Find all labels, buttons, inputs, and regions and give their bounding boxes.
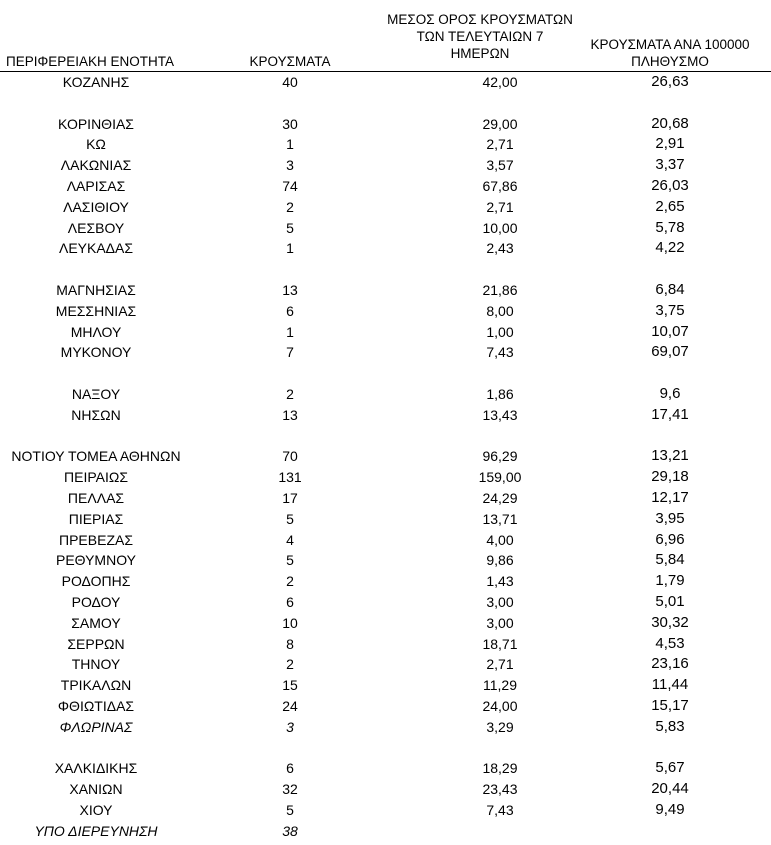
cell-per100k: 9,6 bbox=[659, 384, 681, 402]
table-row bbox=[0, 322, 771, 343]
cell-avg: 10,00 bbox=[482, 219, 518, 236]
cell-per100k: 9,49 bbox=[655, 800, 685, 818]
column-header-region-label: ΠΕΡΙΦΕΡΕΙΑΚΗ ΕΝΟΤΗΤΑ bbox=[6, 54, 175, 69]
cell-region: ΚΟΡΙΝΘΙΑΣ bbox=[58, 115, 134, 132]
cell-avg: 24,00 bbox=[482, 697, 518, 714]
table-row bbox=[0, 238, 771, 259]
cell-region: ΝΑΞΟΥ bbox=[71, 385, 121, 402]
table-row bbox=[0, 634, 771, 655]
cell-cases: 24 bbox=[282, 697, 298, 714]
cell-cases: 2 bbox=[286, 198, 294, 215]
column-header-7day-average-line1: ΜΕΣΟΣ ΟΡΟΣ ΚΡΟΥΣΜΑΤΩΝ bbox=[387, 12, 573, 27]
cell-cases: 3 bbox=[286, 718, 294, 735]
cell-per100k: 3,75 bbox=[655, 301, 685, 319]
table-spacer-row bbox=[0, 259, 771, 280]
table-spacer-row bbox=[0, 363, 771, 384]
table-row bbox=[0, 176, 771, 197]
table-row bbox=[0, 800, 771, 821]
table-row bbox=[0, 342, 771, 363]
cell-per100k: 4,53 bbox=[655, 634, 685, 652]
column-header-7day-average-line3: ΗΜΕΡΩΝ bbox=[450, 46, 510, 61]
table-row bbox=[0, 654, 771, 675]
cell-cases: 13 bbox=[282, 406, 298, 423]
cell-avg: 3,57 bbox=[486, 157, 514, 174]
table-row bbox=[0, 405, 771, 426]
cell-region: ΛΕΥΚΑΔΑΣ bbox=[58, 240, 134, 257]
cell-cases: 15 bbox=[282, 677, 298, 694]
table-row bbox=[0, 509, 771, 530]
cell-avg: 4,00 bbox=[486, 531, 514, 548]
column-header-7day-average-line2: ΤΩΝ ΤΕΛΕΥΤΑΙΩΝ 7 bbox=[416, 29, 544, 44]
table-spacer-row bbox=[0, 93, 771, 114]
column-header-cases-per-100k-line1: ΚΡΟΥΣΜΑΤΑ ΑΝΑ 100000 bbox=[590, 37, 750, 52]
cell-cases: 6 bbox=[286, 593, 294, 610]
cell-cases: 5 bbox=[286, 510, 294, 527]
cell-avg: 7,43 bbox=[486, 801, 514, 818]
cell-per100k: 26,03 bbox=[651, 176, 689, 194]
table-row bbox=[0, 301, 771, 322]
cell-avg: 29,00 bbox=[482, 115, 518, 132]
cell-region: ΣΑΜΟΥ bbox=[71, 614, 121, 631]
cell-per100k: 6,84 bbox=[655, 280, 685, 298]
column-header-7day-average bbox=[380, 11, 580, 62]
cell-region: ΡΕΘΥΜΝΟΥ bbox=[55, 552, 136, 569]
cell-cases: 1 bbox=[286, 323, 294, 340]
cell-per100k: 10,07 bbox=[651, 322, 689, 340]
cell-avg: 1,00 bbox=[486, 323, 514, 340]
cell-avg: 24,29 bbox=[482, 489, 518, 506]
cell-cases: 1 bbox=[286, 240, 294, 257]
cell-cases: 2 bbox=[286, 573, 294, 590]
cell-cases: 2 bbox=[286, 385, 294, 402]
cell-region: ΠΕΙΡΑΙΩΣ bbox=[64, 469, 128, 486]
cell-avg: 3,00 bbox=[486, 593, 514, 610]
cell-region: ΜΗΛΟΥ bbox=[70, 323, 122, 340]
cell-avg: 9,86 bbox=[486, 552, 514, 569]
cell-avg: 23,43 bbox=[482, 781, 518, 798]
cell-region: ΠΡΕΒΕΖΑΣ bbox=[58, 531, 133, 548]
column-header-cases bbox=[230, 53, 350, 70]
cell-region: ΜΑΓΝΗΣΙΑΣ bbox=[56, 281, 136, 298]
cell-avg: 67,86 bbox=[482, 177, 518, 194]
cell-avg: 1,43 bbox=[486, 573, 514, 590]
cell-cases: 3 bbox=[286, 157, 294, 174]
cell-avg: 2,71 bbox=[486, 136, 514, 153]
cell-avg: 42,00 bbox=[482, 74, 518, 90]
table-row bbox=[0, 530, 771, 551]
cell-per100k: 17,41 bbox=[651, 405, 689, 423]
cell-region: ΡΟΔΟΠΗΣ bbox=[61, 573, 131, 590]
cell-per100k: 20,68 bbox=[651, 114, 689, 132]
cell-avg: 159,00 bbox=[478, 469, 522, 486]
cell-cases: 70 bbox=[282, 448, 298, 465]
cell-per100k: 5,84 bbox=[655, 551, 685, 569]
table-row bbox=[0, 758, 771, 779]
table-row bbox=[0, 696, 771, 717]
cell-cases: 30 bbox=[282, 115, 298, 132]
cell-cases: 8 bbox=[286, 635, 294, 652]
cell-region: ΠΙΕΡΙΑΣ bbox=[68, 510, 124, 527]
cell-avg: 21,86 bbox=[482, 281, 518, 298]
cell-avg: 2,71 bbox=[486, 656, 514, 673]
table-row bbox=[0, 280, 771, 301]
cell-cases: 74 bbox=[282, 177, 298, 194]
cell-cases: 5 bbox=[286, 552, 294, 569]
cell-avg: 2,43 bbox=[486, 240, 514, 257]
cell-per100k: 6,96 bbox=[655, 530, 685, 548]
cell-per100k: 13,21 bbox=[651, 447, 689, 465]
cell-cases: 6 bbox=[286, 760, 294, 777]
table-row bbox=[0, 550, 771, 571]
table-row bbox=[0, 446, 771, 467]
cell-cases: 4 bbox=[286, 531, 294, 548]
cell-region: ΜΕΣΣΗΝΙΑΣ bbox=[55, 302, 137, 319]
cell-per100k: 20,44 bbox=[651, 780, 689, 798]
cell-avg: 3,29 bbox=[486, 718, 514, 735]
cell-region: ΚΟΖΑΝΗΣ bbox=[62, 74, 130, 90]
cell-cases: 131 bbox=[278, 469, 302, 486]
cell-cases: 38 bbox=[282, 822, 298, 839]
cell-region: ΡΟΔΟΥ bbox=[71, 593, 121, 610]
cell-per100k: 3,95 bbox=[655, 509, 685, 527]
cell-region: ΧΑΝΙΩΝ bbox=[69, 781, 123, 798]
cell-cases: 5 bbox=[286, 219, 294, 236]
cell-cases: 6 bbox=[286, 302, 294, 319]
cell-cases: 17 bbox=[282, 489, 298, 506]
cell-avg: 13,71 bbox=[482, 510, 518, 527]
table-spacer-row bbox=[0, 738, 771, 759]
cell-region: ΝΟΤΙΟΥ ΤΟΜΕΑ ΑΘΗΝΩΝ bbox=[11, 448, 181, 465]
table-row bbox=[0, 72, 771, 93]
cell-region: ΜΥΚΟΝΟΥ bbox=[60, 344, 132, 361]
cell-region: ΚΩ bbox=[86, 136, 106, 153]
cell-per100k: 5,01 bbox=[655, 592, 685, 610]
table-row bbox=[0, 821, 771, 842]
cell-avg: 96,29 bbox=[482, 448, 518, 465]
cell-avg: 2,71 bbox=[486, 198, 514, 215]
cell-region: ΛΑΚΩΝΙΑΣ bbox=[60, 157, 132, 174]
cell-per100k: 4,22 bbox=[655, 239, 685, 257]
column-header-cases-per-100k bbox=[570, 36, 770, 70]
cell-cases: 2 bbox=[286, 656, 294, 673]
cell-per100k: 26,63 bbox=[651, 73, 689, 90]
cell-region: ΛΑΣΙΘΙΟΥ bbox=[63, 198, 129, 215]
cell-cases: 5 bbox=[286, 801, 294, 818]
cell-region: ΤΡΙΚΑΛΩΝ bbox=[60, 677, 132, 694]
cell-cases: 7 bbox=[286, 344, 294, 361]
table-row bbox=[0, 155, 771, 176]
cell-per100k: 5,78 bbox=[655, 218, 685, 236]
cell-avg: 11,29 bbox=[483, 677, 517, 694]
cell-per100k: 5,83 bbox=[655, 717, 685, 735]
cell-region: ΦΛΩΡΙΝΑΣ bbox=[59, 718, 133, 735]
cell-region: ΣΕΡΡΩΝ bbox=[67, 635, 125, 652]
cell-avg: 18,29 bbox=[482, 760, 518, 777]
cell-per100k: 2,65 bbox=[655, 197, 685, 215]
cell-avg: 3,00 bbox=[486, 614, 514, 631]
cell-region: ΝΗΣΩΝ bbox=[71, 406, 121, 423]
cell-per100k: 29,18 bbox=[651, 468, 689, 486]
table-row bbox=[0, 592, 771, 613]
table-row bbox=[0, 467, 771, 488]
cell-per100k: 12,17 bbox=[651, 488, 689, 506]
cell-cases: 10 bbox=[282, 614, 298, 631]
cell-region: ΥΠΟ ΔΙΕΡΕΥΝΗΣΗ bbox=[34, 822, 158, 839]
cell-cases: 1 bbox=[286, 136, 294, 153]
table-row bbox=[0, 779, 771, 800]
cell-region: ΧΙΟΥ bbox=[79, 801, 113, 818]
table-row bbox=[0, 197, 771, 218]
cell-per100k: 15,17 bbox=[651, 696, 689, 714]
cell-per100k: 23,16 bbox=[651, 655, 689, 673]
cell-avg: 7,43 bbox=[486, 344, 514, 361]
cell-per100k: 2,91 bbox=[655, 135, 685, 153]
table-row bbox=[0, 675, 771, 696]
table-row bbox=[0, 218, 771, 239]
cell-region: ΧΑΛΚΙΔΙΚΗΣ bbox=[54, 760, 138, 777]
table-row bbox=[0, 114, 771, 135]
cell-region: ΠΕΛΛΑΣ bbox=[67, 489, 125, 506]
cell-region: ΛΕΣΒΟΥ bbox=[67, 219, 125, 236]
table-spacer-row bbox=[0, 426, 771, 447]
column-header-cases-label: ΚΡΟΥΣΜΑΤΑ bbox=[249, 54, 331, 69]
cell-region: ΦΘΙΩΤΙΔΑΣ bbox=[57, 697, 135, 714]
cell-avg: 8,00 bbox=[486, 302, 514, 319]
table-row bbox=[0, 488, 771, 509]
cell-avg: 1,86 bbox=[486, 385, 514, 402]
cell-avg: 13,43 bbox=[482, 406, 518, 423]
table-body bbox=[0, 72, 771, 841]
cell-region: ΤΗΝΟΥ bbox=[71, 656, 121, 673]
table-row bbox=[0, 384, 771, 405]
cell-avg: 18,71 bbox=[482, 635, 518, 652]
cell-region: ΛΑΡΙΣΑΣ bbox=[66, 177, 126, 194]
column-header-region bbox=[0, 53, 206, 70]
cell-per100k: 30,32 bbox=[651, 613, 689, 631]
cell-per100k: 3,37 bbox=[655, 156, 685, 174]
cell-per100k: 1,79 bbox=[655, 572, 685, 590]
cell-per100k: 11,44 bbox=[651, 676, 689, 694]
table-row bbox=[0, 613, 771, 634]
cell-cases: 40 bbox=[282, 74, 298, 90]
column-header-cases-per-100k-line2: ΠΛΗΘΥΣΜΟ bbox=[631, 54, 709, 69]
cell-per100k: 69,07 bbox=[651, 343, 689, 361]
cell-cases: 32 bbox=[282, 781, 298, 798]
cell-cases: 13 bbox=[282, 281, 298, 298]
table-row bbox=[0, 134, 771, 155]
cell-per100k: 5,67 bbox=[655, 759, 685, 777]
table-row bbox=[0, 571, 771, 592]
table-row bbox=[0, 717, 771, 738]
